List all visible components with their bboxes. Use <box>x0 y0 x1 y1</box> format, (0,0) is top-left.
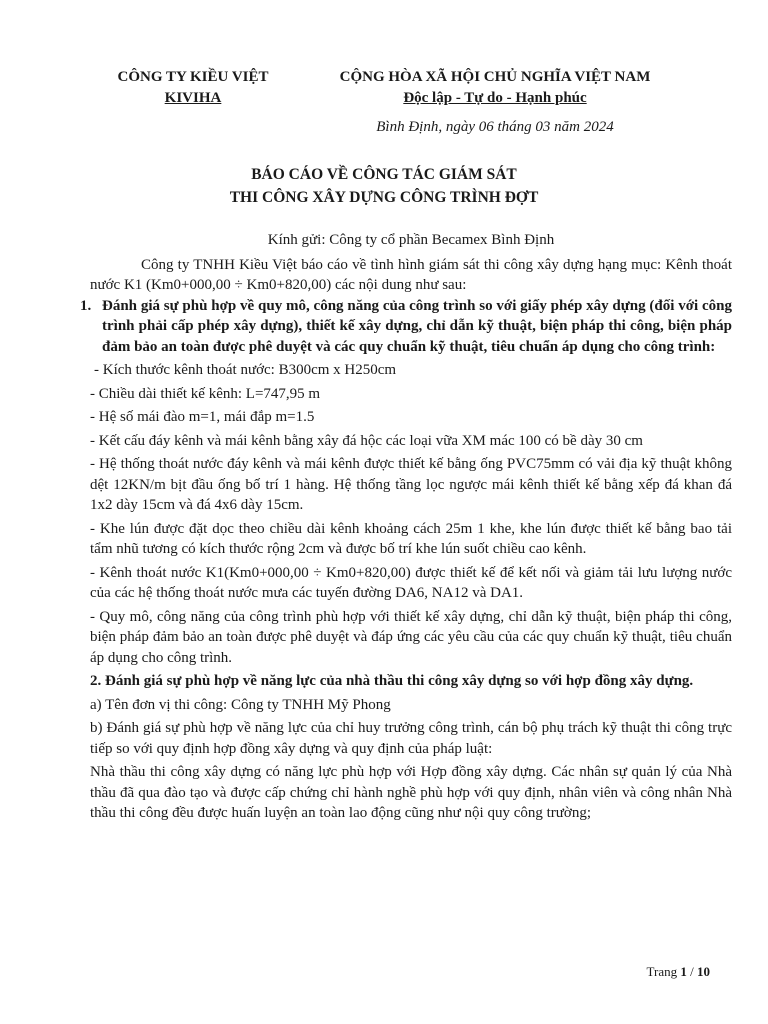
list-item: - Kết cấu đáy kênh và mái kênh bằng xây đá hộc các loại vữa XM mác 100 có bề dày 30 cm <box>90 432 643 449</box>
list-item: - Quy mô, công năng của công trình phù hợp với thiết kế xây dựng, chỉ dẫn kỹ thuật, biện pháp thi công, biện pháp đảm bảo an toàn được phê duyệt và đáp ứng các yêu cầu của các quy chuẩn kỹ thuật, tiêu chuẩn áp dụng cho công trình. <box>90 608 732 666</box>
list-item: - Hệ số mái đào m=1, mái đắp m=1.5 <box>90 409 315 425</box>
section-2-heading: 2. Đánh giá sự phù hợp về năng lực của nhà thầu thi công xây dựng so với hợp đồng xây dựng. <box>90 673 694 689</box>
national-header <box>305 67 685 108</box>
company-short-name: KIVIHA <box>164 89 222 106</box>
contractor-paragraph: Nhà thầu thi công xây dựng có năng lực phù hợp với Hợp đồng xây dựng. Các nhân sự quản lý của Nhà thầu đã qua đào tạo và được cấp chứng chỉ hành nghề phù hợp với quy định, nhân viên và công nhân Nhà thầu thi công đều được huấn luyện an toàn lao động cũng như nội quy công trường; <box>90 764 732 821</box>
list-item: - Chiều dài thiết kế kênh: L=747,95 m <box>90 385 321 402</box>
page-label: Trang <box>646 964 681 979</box>
title-line-2: THI CÔNG XÂY DỰNG CÔNG TRÌNH ĐỢT <box>229 189 539 206</box>
title-line-1: BÁO CÁO VỀ CÔNG TÁC GIÁM SÁT <box>251 166 517 183</box>
date-line: Bình Định, ngày 06 tháng 03 năm 2024 <box>376 119 614 135</box>
report-title <box>80 163 688 209</box>
list-item: - Kích thước kênh thoát nước: B300cm x H250cm <box>94 362 397 378</box>
company-block <box>95 67 291 108</box>
page-separator: / <box>686 964 697 979</box>
page-footer <box>600 962 710 983</box>
section-1-number: 1. <box>80 297 92 314</box>
page-number: 1 <box>680 964 687 979</box>
list-item: - Khe lún được đặt dọc theo chiều dài kênh khoảng cách 25m 1 khe, khe lún được thiết kế bằng bao tải tẩm nhũ tương có kích thước rộng 2cm và được bố trí khe lún suốt chiều cao kênh. <box>90 520 732 557</box>
capacity-assessment: b) Đánh giá sự phù hợp về năng lực của chỉ huy trưởng công trình, cán bộ phụ trách kỹ thuật thi công trực tiếp so với quy định hợp đồng xây dựng và quy định của pháp luật: <box>90 720 732 757</box>
recipient-line: Kính gửi: Công ty cổ phần Becamex Bình Định <box>267 232 555 248</box>
document-body <box>80 230 732 824</box>
list-item: - Kênh thoát nước K1(Km0+000,00 ÷ Km0+820,00) được thiết kế để kết nối và giảm tải lưu lượng nước của các hệ thống thoát nước mưa các tuyến đường DA6, NA12 và DA1. <box>90 564 732 601</box>
republic-name: CỘNG HÒA XÃ HỘI CHỦ NGHĨA VIỆT NAM <box>339 69 651 85</box>
contractor-name: a) Tên đơn vị thi công: Công ty TNHH Mỹ Phong <box>90 696 391 713</box>
section-1-heading-text: Đánh giá sự phù hợp về quy mô, công năng của công trình so với giấy phép xây dựng (đối với công trình phải cấp phép xây dựng), thiết kế xây dựng, chỉ dẫn kỹ thuật, biện pháp thi công, biện pháp đảm bảo an toàn được phê duyệt và các quy chuẩn kỹ thuật, tiêu chuẩn áp dụng cho công trình: <box>102 297 732 355</box>
intro-paragraph: Công ty TNHH Kiều Việt báo cáo về tình hình giám sát thi công xây dựng hạng mục: Kênh thoát nước K1 (Km0+000,00 ÷ Km0+820,00) các nội dung như sau: <box>90 256 732 293</box>
page-total: 10 <box>697 964 710 979</box>
section-1-heading <box>80 296 732 358</box>
company-name: CÔNG TY KIỀU VIỆT <box>117 69 269 85</box>
national-motto: Độc lập - Tự do - Hạnh phúc <box>403 89 587 106</box>
document-header <box>0 67 768 111</box>
list-item: - Hệ thống thoát nước đáy kênh và mái kênh được thiết kế bằng ống PVC75mm có vải địa kỹ thuật không dệt 12KN/m bịt đầu ống bố trí 1 hàng. Hệ thống tầng lọc ngược mái kênh thiết kế bằng xếp đá khan đá 1x2 dày 15cm và đá 4x6 dày 15cm. <box>90 456 732 513</box>
